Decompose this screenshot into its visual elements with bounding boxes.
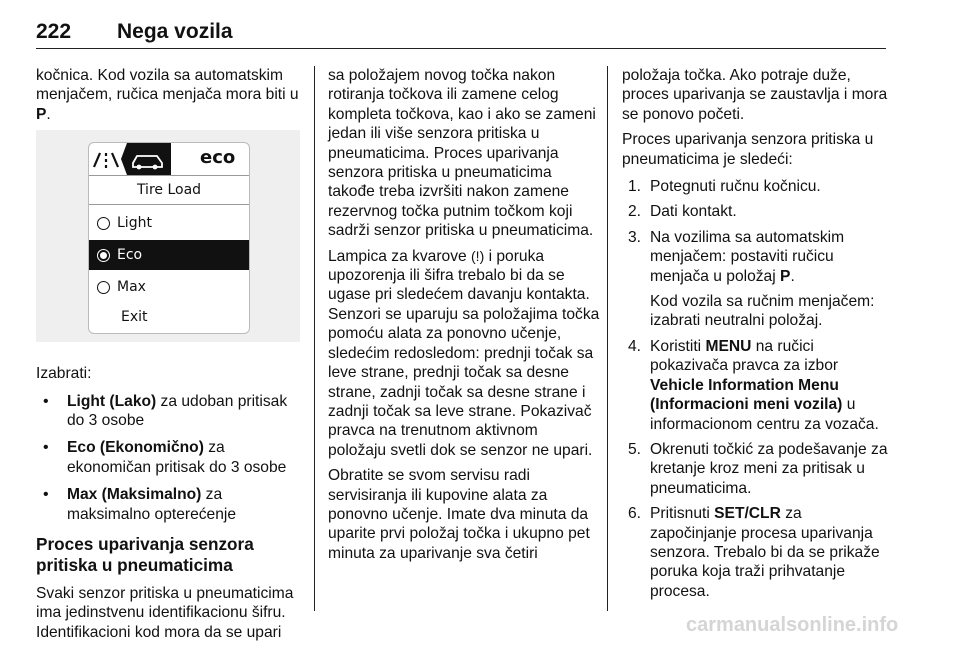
step-item: 6. Pritisnuti SET/CLR za započinjanje procesa uparivanja senzora. Trebalo bi da se prikaže poruka koja traži prihvatanje procesa. [628,505,880,600]
page-number: 222 [36,20,72,43]
page-title: Nega vozila [117,20,233,43]
section-heading: Proces uparivanja senzora pritiska u pneumaticima [36,534,254,576]
radio-icon [97,281,110,294]
column-3 [622,66,892,607]
display-status-bar [89,143,249,176]
page-header [36,20,886,49]
paragraph: Lampica za kvarove (!) i poruka upozorenja ili šifra trebalo bi da se ugase pri sledećem davanju kontakta. Senzori se uparuju sa položajima točka pomoću alata za ponovno učenje, sledećim redosledom: prednji točak sa leve strane, prednji točak sa desne strane, zadnji točak sa desne strane i zadnji točak sa leve strane. Pokazivač pravca na trenutnom aktivnom položaju svetli dok se senzor ne upari. [328,247,600,459]
paragraph: položaja točka. Ako potraje duže, proces uparivanja se zaustavlja i mora se ponovo početi. [622,67,888,123]
step-number: 5. [628,440,642,458]
step-note: Kod vozila sa ručnim menjačem: izabrati neutralni položaj. [650,293,875,330]
driver-info-display [88,142,250,334]
pairing-steps-list [622,177,892,601]
column-divider [314,66,315,611]
eco-indicator: eco [200,147,236,169]
option-max: Max [89,272,249,302]
intro-paragraph: kočnica. Kod vozila sa automatskim menjačem, ručica menjača mora biti u P. [36,67,299,123]
tire-pressure-warning-icon: (!) [471,247,485,264]
step-item: 2. Dati kontakt. [628,203,737,221]
lane-assist-icon [94,153,118,168]
option-eco-selected: Eco [89,240,249,270]
paragraph: Proces uparivanja senzora pritiska u pneumaticima je sledeći: [622,131,874,168]
step-item: 3. Na vozilima sa automatskim menjačem: postaviti ručicu menjača u položaj P. Kod vozila sa ručnim menjačem: izabrati neutralni položaj. [622,228,892,331]
display-menu-title: Tire Load [89,176,249,205]
paragraph: Svaki senzor pritiska u pneumaticima ima jedinstvenu identifikacionu šifru. Identifikacioni kod mora da se upari [36,585,294,641]
select-label: Izabrati: [36,365,92,383]
step-number: 6. [628,505,642,523]
radio-selected-icon [97,249,110,262]
column-2 [328,66,600,569]
step-item: 5. Okrenuti točkić za podešavanje za kretanje kroz meni za pritisak u pneumaticima. [628,440,888,497]
option-light: Light [89,208,249,238]
list-item: • Eco (Ekonomično) za ekonomičan pritisak do 3 osobe [36,438,300,477]
step-number: 1. [628,178,642,196]
tire-load-display-figure [36,130,300,342]
paragraph: Obratite se svom servisu radi servisiranja ili kupovine alata za ponovno učenje. Imate dva minuta da uparite prvi položaj točka i ukupno pet minuta za uparivanje sva četiri [328,467,590,562]
column-divider [607,66,608,611]
paragraph: sa položajem novog točka nakon rotiranja točkova ili zamene celog kompleta točkova, kao i ako se zameni jedan ili više senzora pritiska u pneumaticima. Proces uparivanja senzora pritiska u pneumaticima takođe treba izvršiti nakon zamene rezervnog točka putnim točkom koji sadrži senzor pritiska u pneumaticima. [328,67,596,240]
tire-load-options-list [36,392,300,524]
step-item: 4. Koristiti MENU na ručici pokazivača pravca za izbor Vehicle Information Menu (Informacioni meni vozila) u informacionom centru za vozača. [628,337,879,433]
vehicle-icon [121,143,171,175]
radio-icon [97,217,110,230]
list-item: • Light (Lako) za udoban pritisak do 3 osobe [36,392,300,431]
step-number: 3. [628,228,642,246]
column-1 [36,66,300,648]
step-item: 1. Potegnuti ručnu kočnicu. [628,178,821,196]
watermark: carmanualsonline.info [686,614,899,636]
list-item: • Max (Maksimalno) za maksimalno opterećenje [36,485,300,524]
option-exit: Exit [121,308,148,325]
step-number: 2. [628,203,642,221]
step-number: 4. [628,337,642,355]
